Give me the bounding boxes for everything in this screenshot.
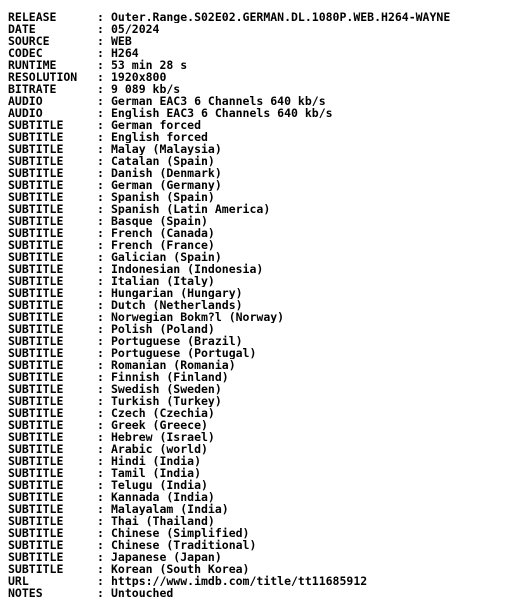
- info-value: Malayalam (India): [111, 503, 229, 515]
- info-separator: :: [97, 383, 104, 395]
- info-line-audio: [8, 95, 508, 107]
- info-separator: :: [97, 551, 104, 563]
- info-value: Turkish (Turkey): [111, 395, 222, 407]
- info-value: German forced: [111, 119, 202, 131]
- info-separator: :: [97, 215, 104, 227]
- info-value: Finnish (Finland): [111, 371, 229, 383]
- info-key: SUBTITLE: [8, 383, 64, 395]
- info-key: SUBTITLE: [8, 551, 64, 563]
- info-value: https://www.imdb.com/title/tt11685912: [111, 575, 368, 587]
- info-separator: :: [97, 35, 104, 47]
- info-separator: :: [97, 275, 104, 287]
- info-line-date: [8, 23, 508, 35]
- info-separator: :: [97, 539, 104, 551]
- info-key: AUDIO: [8, 107, 43, 119]
- info-line-subtitle: [8, 323, 508, 335]
- info-key: SUBTITLE: [8, 203, 64, 215]
- info-line-subtitle: [8, 191, 508, 203]
- info-value: 9 089 kb/s: [111, 83, 181, 95]
- info-separator: :: [97, 23, 104, 35]
- info-line-subtitle: [8, 263, 508, 275]
- info-value: 1920x800: [111, 71, 167, 83]
- info-key: SUBTITLE: [8, 479, 64, 491]
- info-value: Spanish (Latin America): [111, 203, 271, 215]
- info-line-subtitle: [8, 275, 508, 287]
- info-separator: :: [97, 287, 104, 299]
- info-separator: :: [97, 107, 104, 119]
- info-value: Telugu (India): [111, 479, 208, 491]
- info-separator: :: [97, 155, 104, 167]
- info-line-subtitle: [8, 167, 508, 179]
- info-key: SUBTITLE: [8, 407, 64, 419]
- info-value: Polish (Poland): [111, 323, 215, 335]
- info-value: Portuguese (Brazil): [111, 335, 243, 347]
- info-separator: :: [97, 299, 104, 311]
- info-key: SUBTITLE: [8, 347, 64, 359]
- info-key: SUBTITLE: [8, 323, 64, 335]
- info-line-subtitle: [8, 251, 508, 263]
- info-line-notes: [8, 587, 508, 599]
- info-separator: :: [97, 179, 104, 191]
- info-value: Outer.Range.S02E02.GERMAN.DL.1080P.WEB.H264-WAYNE: [111, 11, 451, 23]
- info-key: SUBTITLE: [8, 191, 64, 203]
- info-separator: :: [97, 431, 104, 443]
- info-line-subtitle: [8, 227, 508, 239]
- info-separator: :: [97, 95, 104, 107]
- info-line-subtitle: [8, 203, 508, 215]
- info-value: Czech (Czechia): [111, 407, 215, 419]
- info-line-subtitle: [8, 383, 508, 395]
- info-key: SUBTITLE: [8, 539, 64, 551]
- info-separator: :: [97, 503, 104, 515]
- info-key: SUBTITLE: [8, 263, 64, 275]
- info-line-subtitle: [8, 563, 508, 575]
- info-value: Dutch (Netherlands): [111, 299, 243, 311]
- info-line-subtitle: [8, 239, 508, 251]
- info-value: Norwegian Bokm?l (Norway): [111, 311, 285, 323]
- info-separator: :: [97, 323, 104, 335]
- info-separator: :: [97, 347, 104, 359]
- info-value: English EAC3 6 Channels 640 kb/s: [111, 107, 333, 119]
- info-line-subtitle: [8, 455, 508, 467]
- info-value: Arabic (world): [111, 443, 208, 455]
- info-value: Spanish (Spain): [111, 191, 215, 203]
- info-separator: :: [97, 443, 104, 455]
- info-line-runtime: [8, 59, 508, 71]
- info-key: URL: [8, 575, 29, 587]
- info-value: WEB: [111, 35, 132, 47]
- release-info-text: [8, 11, 508, 599]
- info-key: SUBTITLE: [8, 395, 64, 407]
- info-key: SUBTITLE: [8, 431, 64, 443]
- info-line-source: [8, 35, 508, 47]
- info-line-subtitle: [8, 419, 508, 431]
- info-line-subtitle: [8, 155, 508, 167]
- info-value: Chinese (Simplified): [111, 527, 250, 539]
- info-separator: :: [97, 239, 104, 251]
- info-line-subtitle: [8, 347, 508, 359]
- info-value: Malay (Malaysia): [111, 143, 222, 155]
- info-separator: :: [97, 395, 104, 407]
- info-value: Untouched: [111, 587, 174, 599]
- info-separator: :: [97, 131, 104, 143]
- info-separator: :: [97, 575, 104, 587]
- info-key: SUBTITLE: [8, 119, 64, 131]
- info-key: SUBTITLE: [8, 251, 64, 263]
- info-line-subtitle: [8, 179, 508, 191]
- info-separator: :: [97, 143, 104, 155]
- info-value: Hindi (India): [111, 455, 202, 467]
- info-value: Tamil (India): [111, 467, 202, 479]
- info-line-subtitle: [8, 407, 508, 419]
- info-line-subtitle: [8, 299, 508, 311]
- info-separator: :: [97, 455, 104, 467]
- info-value: Swedish (Sweden): [111, 383, 222, 395]
- info-key: NOTES: [8, 587, 43, 599]
- info-line-subtitle: [8, 131, 508, 143]
- info-separator: :: [97, 311, 104, 323]
- info-separator: :: [97, 407, 104, 419]
- info-separator: :: [97, 491, 104, 503]
- info-separator: :: [97, 47, 104, 59]
- info-key: SUBTITLE: [8, 563, 64, 575]
- info-line-subtitle: [8, 287, 508, 299]
- info-separator: :: [97, 11, 104, 23]
- info-line-subtitle: [8, 395, 508, 407]
- info-value: German (Germany): [111, 179, 222, 191]
- info-value: Hungarian (Hungary): [111, 287, 243, 299]
- info-key: SUBTITLE: [8, 335, 64, 347]
- info-separator: :: [97, 419, 104, 431]
- info-value: Korean (South Korea): [111, 563, 250, 575]
- info-separator: :: [97, 335, 104, 347]
- info-line-subtitle: [8, 311, 508, 323]
- info-key: SUBTITLE: [8, 131, 64, 143]
- info-line-bitrate: [8, 83, 508, 95]
- info-value: Catalan (Spain): [111, 155, 215, 167]
- info-separator: :: [97, 167, 104, 179]
- info-line-url: [8, 575, 508, 587]
- info-separator: :: [97, 119, 104, 131]
- info-key: SUBTITLE: [8, 359, 64, 371]
- info-separator: :: [97, 563, 104, 575]
- info-line-subtitle: [8, 491, 508, 503]
- info-key: SUBTITLE: [8, 143, 64, 155]
- info-value: Romanian (Romania): [111, 359, 236, 371]
- info-separator: :: [97, 251, 104, 263]
- info-key: SUBTITLE: [8, 155, 64, 167]
- info-line-subtitle: [8, 143, 508, 155]
- info-separator: :: [97, 191, 104, 203]
- info-line-resolution: [8, 71, 508, 83]
- info-key: RELEASE: [8, 11, 57, 23]
- info-key: SUBTITLE: [8, 503, 64, 515]
- info-line-subtitle: [8, 467, 508, 479]
- info-key: SUBTITLE: [8, 275, 64, 287]
- info-key: BITRATE: [8, 83, 57, 95]
- info-value: Chinese (Traditional): [111, 539, 257, 551]
- info-value: Basque (Spain): [111, 215, 208, 227]
- info-line-codec: [8, 47, 508, 59]
- info-line-subtitle: [8, 479, 508, 491]
- info-line-subtitle: [8, 335, 508, 347]
- info-key: AUDIO: [8, 95, 43, 107]
- info-value: Hebrew (Israel): [111, 431, 215, 443]
- info-value: English forced: [111, 131, 208, 143]
- info-line-subtitle: [8, 527, 508, 539]
- info-separator: :: [97, 71, 104, 83]
- info-value: Greek (Greece): [111, 419, 208, 431]
- info-key: SUBTITLE: [8, 455, 64, 467]
- info-key: SUBTITLE: [8, 287, 64, 299]
- info-key: RUNTIME: [8, 59, 57, 71]
- info-line-subtitle: [8, 551, 508, 563]
- info-separator: :: [97, 203, 104, 215]
- info-key: SUBTITLE: [8, 515, 64, 527]
- info-line-subtitle: [8, 119, 508, 131]
- info-key: SUBTITLE: [8, 467, 64, 479]
- info-key: SUBTITLE: [8, 419, 64, 431]
- info-line-subtitle: [8, 443, 508, 455]
- info-separator: :: [97, 587, 104, 599]
- info-value: Danish (Denmark): [111, 167, 222, 179]
- info-key: SUBTITLE: [8, 299, 64, 311]
- info-key: SUBTITLE: [8, 311, 64, 323]
- info-value: H264: [111, 47, 139, 59]
- info-separator: :: [97, 515, 104, 527]
- info-key: SUBTITLE: [8, 179, 64, 191]
- info-separator: :: [97, 359, 104, 371]
- info-value: Thai (Thailand): [111, 515, 215, 527]
- info-value: French (France): [111, 239, 215, 251]
- info-key: SUBTITLE: [8, 491, 64, 503]
- info-value: Portuguese (Portugal): [111, 347, 257, 359]
- info-separator: :: [97, 263, 104, 275]
- info-line-release: [8, 11, 508, 23]
- info-separator: :: [97, 83, 104, 95]
- info-key: SUBTITLE: [8, 239, 64, 251]
- info-value: Japanese (Japan): [111, 551, 222, 563]
- info-separator: :: [97, 479, 104, 491]
- info-line-subtitle: [8, 503, 508, 515]
- info-line-subtitle: [8, 371, 508, 383]
- info-key: SUBTITLE: [8, 167, 64, 179]
- info-line-subtitle: [8, 359, 508, 371]
- info-line-subtitle: [8, 215, 508, 227]
- info-key: SUBTITLE: [8, 443, 64, 455]
- info-line-subtitle: [8, 431, 508, 443]
- info-key: SUBTITLE: [8, 227, 64, 239]
- info-value: 53 min 28 s: [111, 59, 188, 71]
- info-value: Galician (Spain): [111, 251, 222, 263]
- info-separator: :: [97, 227, 104, 239]
- info-value: German EAC3 6 Channels 640 kb/s: [111, 95, 326, 107]
- info-value: Italian (Italy): [111, 275, 215, 287]
- info-key: SUBTITLE: [8, 371, 64, 383]
- info-separator: :: [97, 527, 104, 539]
- info-key: DATE: [8, 23, 36, 35]
- info-separator: :: [97, 467, 104, 479]
- info-key: SOURCE: [8, 35, 50, 47]
- info-line-subtitle: [8, 515, 508, 527]
- info-value: 05/2024: [111, 23, 160, 35]
- info-key: SUBTITLE: [8, 215, 64, 227]
- info-key: CODEC: [8, 47, 43, 59]
- info-key: RESOLUTION: [8, 71, 78, 83]
- info-key: SUBTITLE: [8, 527, 64, 539]
- info-value: Indonesian (Indonesia): [111, 263, 264, 275]
- info-line-audio: [8, 107, 508, 119]
- info-separator: :: [97, 371, 104, 383]
- info-separator: :: [97, 59, 104, 71]
- info-value: Kannada (India): [111, 491, 215, 503]
- info-line-subtitle: [8, 539, 508, 551]
- info-value: French (Canada): [111, 227, 215, 239]
